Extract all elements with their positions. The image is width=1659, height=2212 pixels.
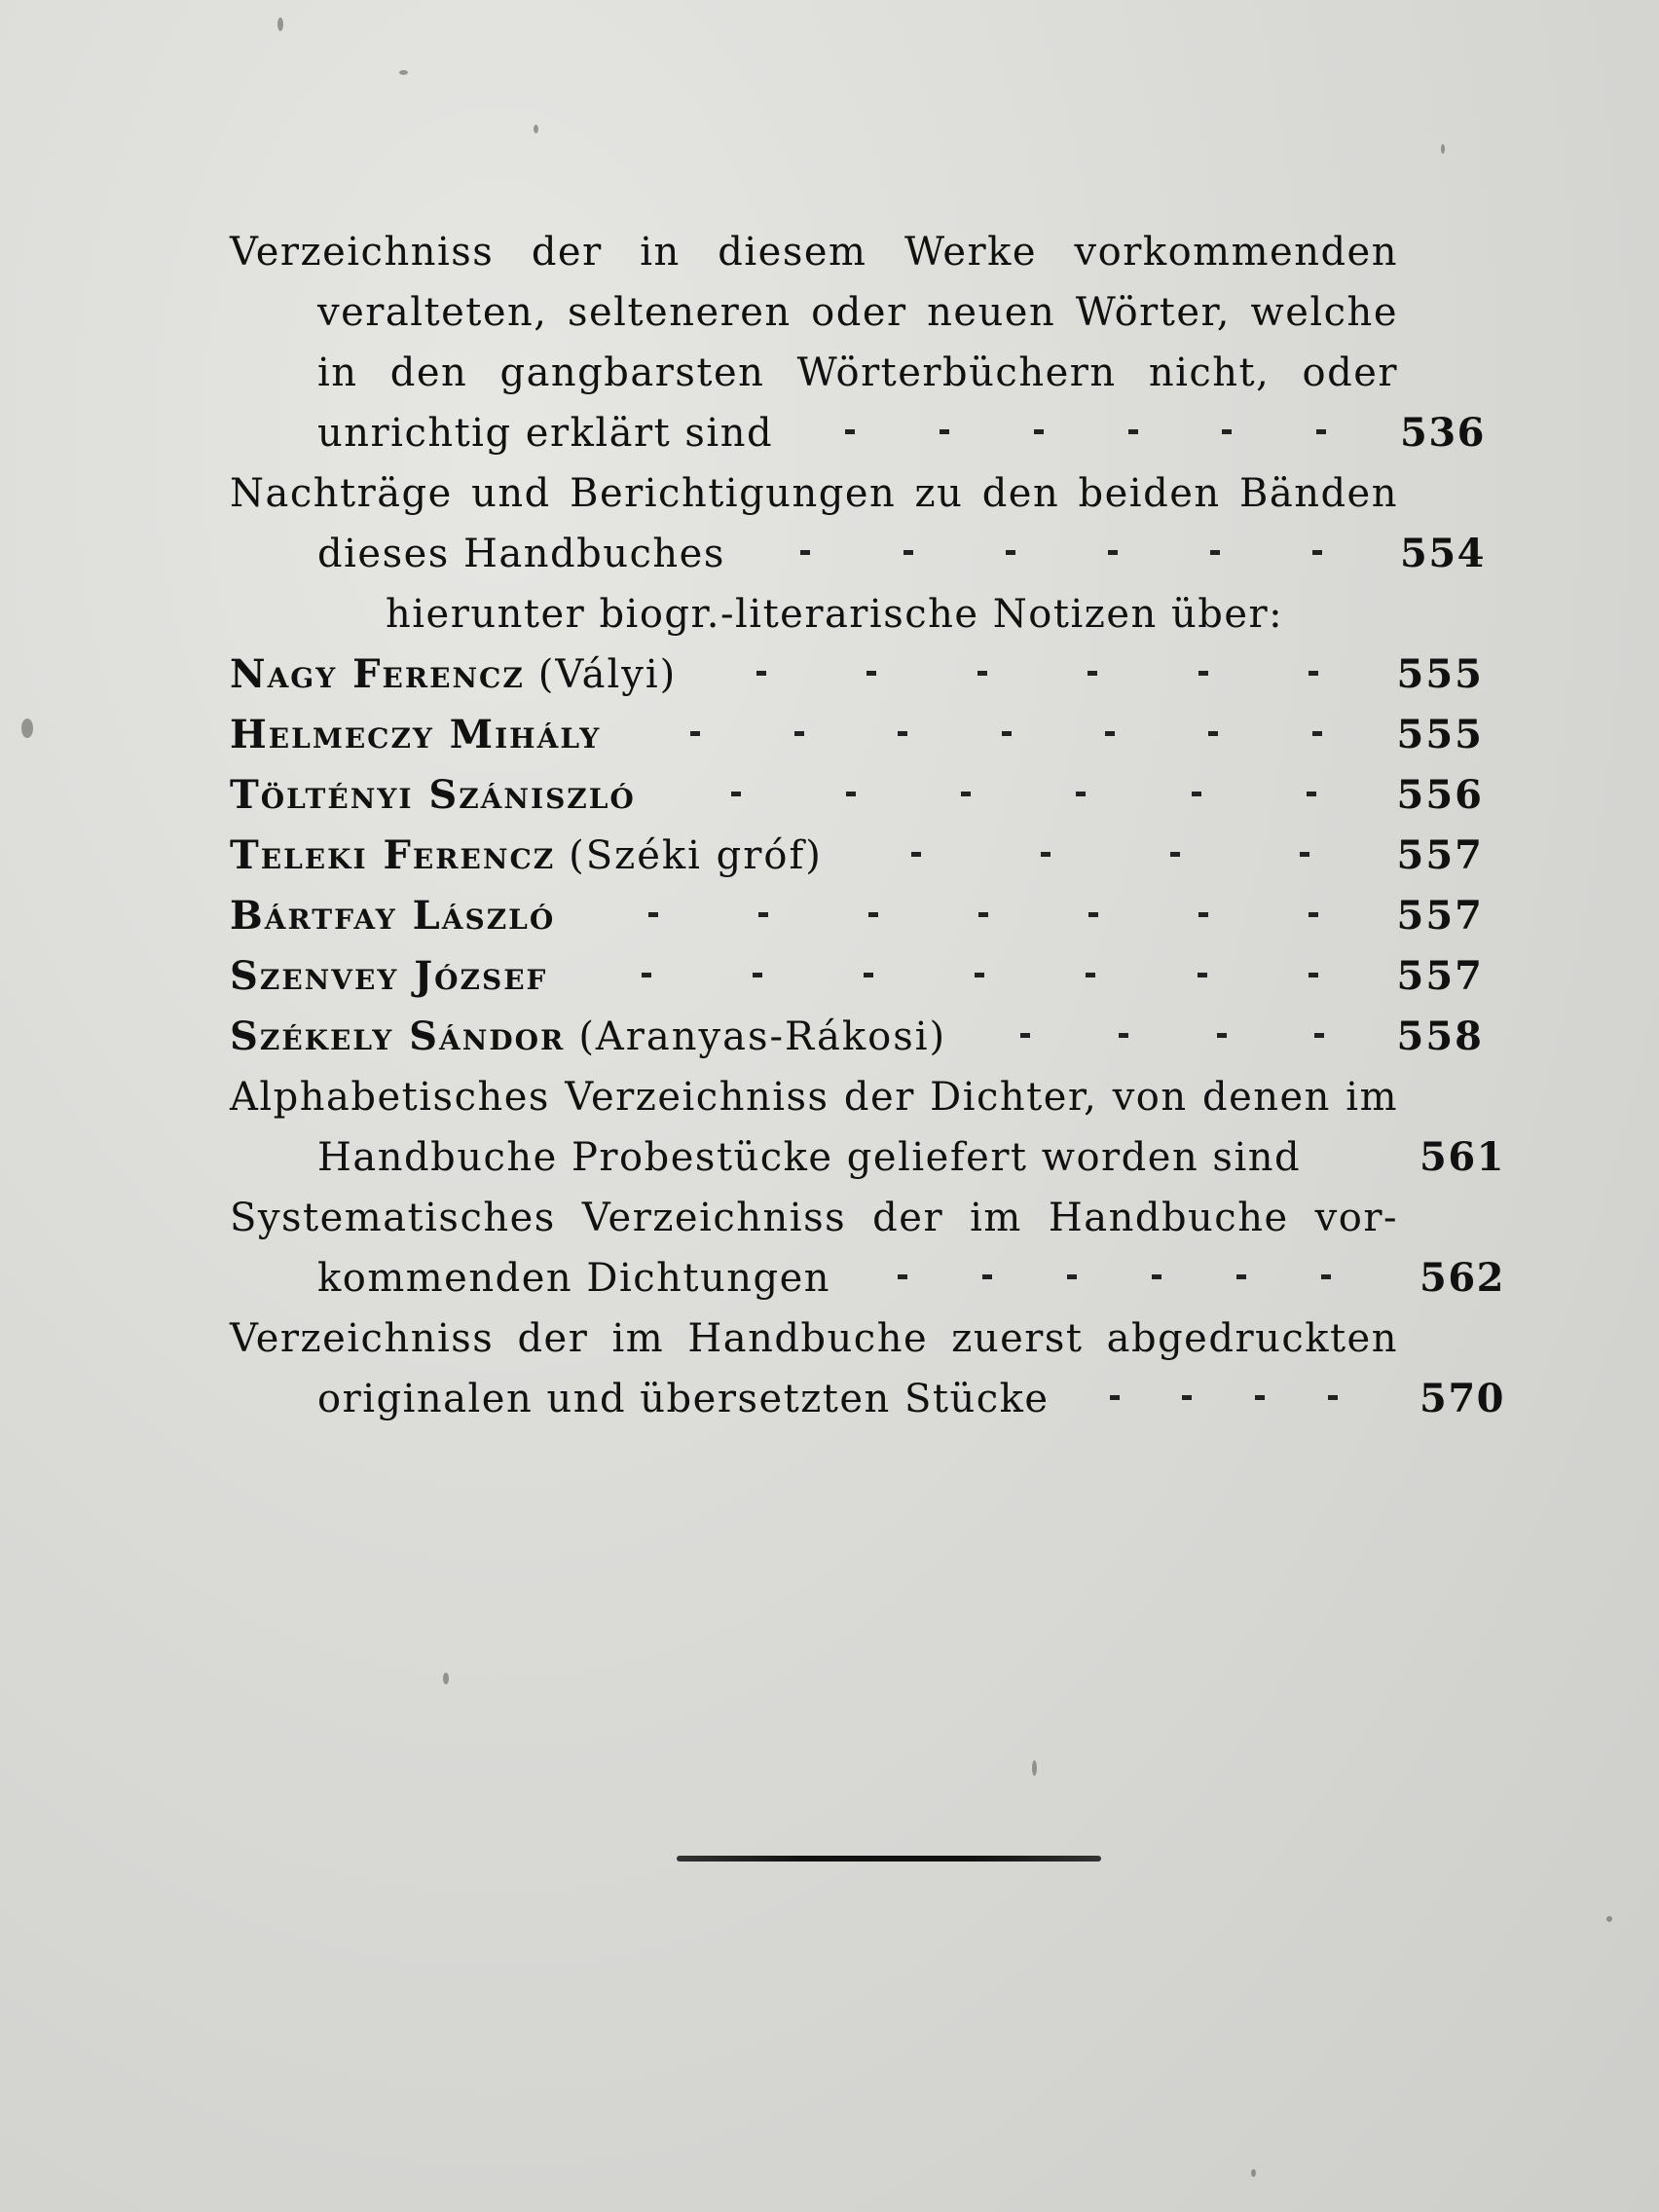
leader-dots bbox=[946, 1045, 1398, 1050]
person-note: (Vályi) bbox=[537, 652, 678, 697]
leader-dots bbox=[649, 803, 1398, 808]
toc-entry-last-line bbox=[230, 1127, 1398, 1188]
toc-entry-text: unrichtig erklärt sind bbox=[317, 411, 774, 456]
biography-entry bbox=[230, 765, 1484, 826]
closing-rule bbox=[677, 1856, 1101, 1862]
leader-dots bbox=[725, 562, 1398, 567]
person-name: Nagy Ferencz bbox=[230, 651, 525, 697]
paper-speck bbox=[399, 70, 408, 75]
toc-entry-line: veralteten, selteneren oder neuen Wörter, welche bbox=[317, 290, 1398, 335]
toc-entry bbox=[230, 1309, 1505, 1429]
subheading: hierunter biogr.-literarische Notizen über: bbox=[386, 592, 1284, 637]
toc-entry-text: dieses Handbuches bbox=[317, 532, 725, 576]
page-number: 557 bbox=[1396, 832, 1484, 878]
leader-dots bbox=[830, 1286, 1398, 1291]
leader-dots bbox=[569, 924, 1398, 929]
leader-dots bbox=[561, 984, 1398, 989]
person-note: (Széki gróf) bbox=[569, 833, 823, 878]
person-note: (Aranyas-Rákosi) bbox=[578, 1014, 947, 1059]
person-name: Töltényi Szániszló bbox=[230, 772, 636, 818]
toc-entry bbox=[230, 222, 1505, 463]
toc-entry-last-line bbox=[230, 1369, 1398, 1429]
leader-dots bbox=[823, 864, 1398, 868]
paper-speck bbox=[1606, 1916, 1612, 1922]
person-name: Teleki Ferencz bbox=[230, 832, 556, 878]
page-number: 562 bbox=[1419, 1255, 1505, 1301]
biography-entry bbox=[230, 826, 1484, 886]
paper-speck bbox=[21, 719, 33, 738]
toc-entry-last-line bbox=[230, 524, 1398, 584]
toc-entry-line: Systematisches Verzeichniss der im Handbuche vor- bbox=[230, 1196, 1398, 1240]
biography-entry bbox=[230, 705, 1484, 765]
paper-speck bbox=[1251, 2169, 1256, 2177]
toc-entry-text: originalen und übersetzten Stücke bbox=[317, 1377, 1050, 1421]
leader-dots bbox=[773, 441, 1398, 446]
toc-entry bbox=[230, 1188, 1505, 1309]
page-number: 557 bbox=[1396, 893, 1484, 939]
person-name: Bártfay László bbox=[230, 893, 556, 939]
paper-speck bbox=[1032, 1760, 1037, 1776]
toc-entry-text: kommenden Dichtungen bbox=[317, 1256, 831, 1301]
leader-dots bbox=[1050, 1407, 1398, 1412]
page-number: 557 bbox=[1396, 953, 1484, 999]
page-number: 556 bbox=[1396, 772, 1484, 818]
toc-entry-line: Verzeichniss der im Handbuche zuerst abgedruckten bbox=[230, 1316, 1398, 1361]
toc-entry-last-line bbox=[230, 403, 1398, 463]
toc-entry-line: Alphabetisches Verzeichniss der Dichter, von denen im bbox=[230, 1075, 1398, 1120]
biography-entry bbox=[230, 1007, 1484, 1067]
page-number: 570 bbox=[1419, 1376, 1505, 1421]
toc-entry-last-line bbox=[230, 1248, 1398, 1309]
paper-speck bbox=[443, 1673, 449, 1684]
leader-dots bbox=[614, 743, 1398, 748]
page-number: 555 bbox=[1396, 651, 1484, 697]
person-name: Székely Sándor bbox=[230, 1014, 566, 1059]
biography-entry bbox=[230, 946, 1484, 1007]
toc-entry bbox=[230, 463, 1505, 584]
leader-dots bbox=[677, 682, 1398, 687]
toc-entry-line: in den gangbarsten Wörterbüchern nicht, oder bbox=[317, 350, 1398, 395]
page-number: 536 bbox=[1400, 410, 1486, 456]
toc-entry-line: Nachträge und Berichtigungen zu den beiden Bänden bbox=[230, 471, 1398, 516]
paper-speck bbox=[277, 18, 283, 31]
table-of-contents bbox=[230, 222, 1505, 1429]
toc-entry-line: Verzeichniss der in diesem Werke vorkommenden bbox=[230, 230, 1398, 275]
paper-speck bbox=[1441, 144, 1445, 154]
biography-entry bbox=[230, 886, 1484, 946]
page-number: 555 bbox=[1396, 712, 1484, 757]
page-number: 558 bbox=[1396, 1014, 1484, 1059]
paper-speck bbox=[534, 125, 538, 133]
page-number: 561 bbox=[1419, 1134, 1505, 1180]
toc-entry-text: Handbuche Probestücke geliefert worden sind bbox=[317, 1135, 1302, 1180]
biography-entry bbox=[230, 645, 1484, 705]
person-name: Helmeczy Mihály bbox=[230, 712, 602, 757]
person-name: Szenvey József bbox=[230, 953, 548, 999]
page-number: 554 bbox=[1400, 531, 1486, 576]
toc-entry bbox=[230, 1067, 1505, 1188]
